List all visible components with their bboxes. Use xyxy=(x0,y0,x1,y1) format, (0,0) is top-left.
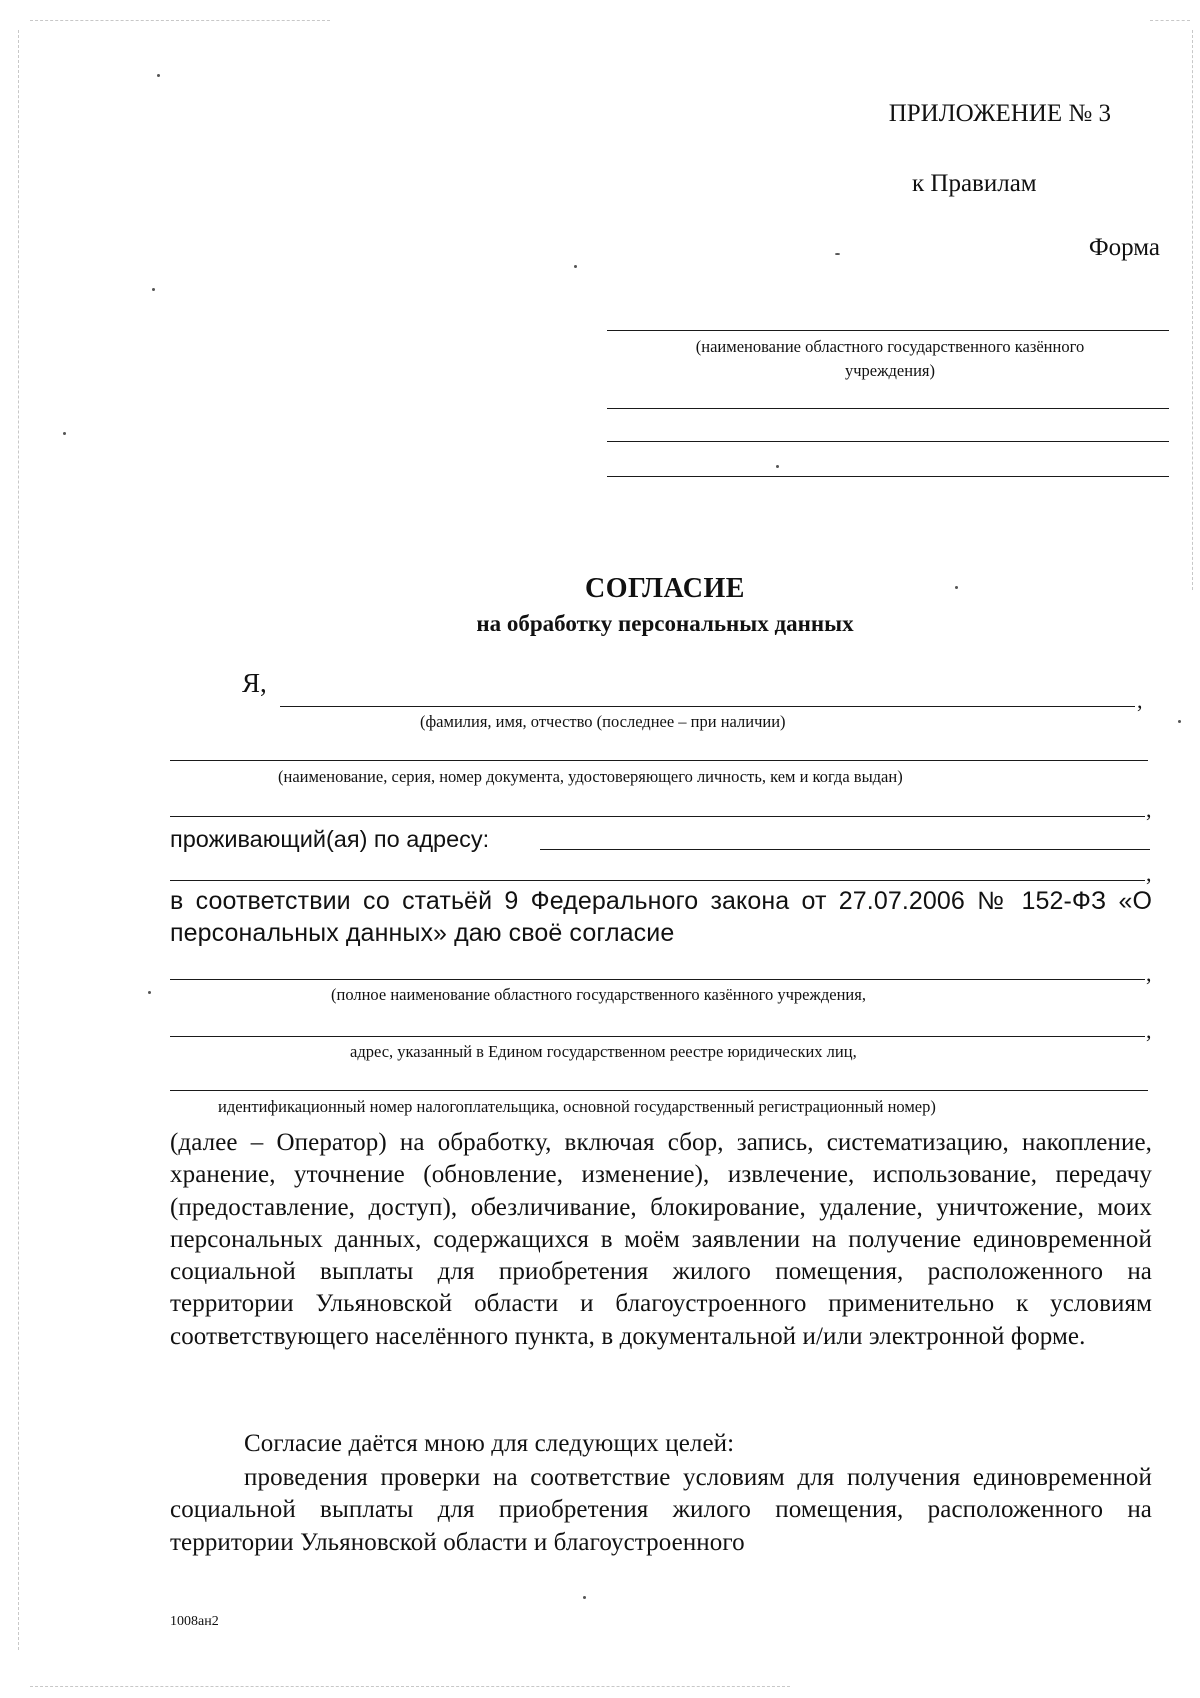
operator-line-2[interactable] xyxy=(170,1036,1145,1037)
document-subtitle: на обработку персональных данных xyxy=(476,611,854,636)
form-label: Форма xyxy=(1088,234,1160,261)
fio-line[interactable] xyxy=(280,706,1135,707)
purpose-paragraph: проведения проверки на соответствие условиям для получения единовременной социальной выплаты для приобретения жилого помещения, расположенного на территории Ульяновской области и благоустроенного xyxy=(170,1464,1152,1556)
law-text: в соответствии со статьёй 9 Федерального закона от 27.07.2006 № 152-ФЗ «О персональных данных» даю своё согласие xyxy=(170,887,1152,947)
operator-caption-1: (полное наименование областного государственного казённого учреждения, xyxy=(331,985,866,1004)
appendix-number: ПРИЛОЖЕНИЕ № 3 xyxy=(888,100,1111,127)
scan-edge xyxy=(1150,20,1190,21)
comma: , xyxy=(1137,688,1143,713)
address-line[interactable] xyxy=(540,849,1150,850)
document-line-2[interactable] xyxy=(170,816,1145,817)
addressee-line[interactable] xyxy=(607,408,1169,409)
consent-paragraph: (далее – Оператор) на обработку, включая сбор, запись, систематизацию, накопление, хранение, уточнение (обновление, изменение), извлечение, использование, передачу (предоставление, доступ), обезличивание, блокирование, удаление, уничтожение, моих персональных данных, содержащихся в моём заявлении на получение единовременной социальной выплаты для приобретения жилого помещения, расположенного на территории Ульяновской области и благоустроенного применительно к условиям соответствующего населённого пункта, в документальной и/или электронной форме. xyxy=(170,1129,1152,1350)
comma: , xyxy=(1146,797,1152,822)
document-line[interactable] xyxy=(170,760,1148,761)
operator-caption-2: адрес, указанный в Едином государственном реестре юридических лиц, xyxy=(350,1042,857,1061)
operator-caption-3: идентификационный номер налогоплательщика, основной государственный регистрационный номер) xyxy=(218,1097,936,1116)
scan-edge xyxy=(30,20,330,21)
purpose-intro: Согласие даётся мною для следующих целей: xyxy=(244,1430,735,1457)
document-caption: (наименование, серия, номер документа, удостоверяющего личность, кем и когда выдан) xyxy=(278,767,903,786)
addressee-caption: (наименование областного государственного казённого учреждения) xyxy=(695,337,1085,380)
addressee-line[interactable] xyxy=(607,330,1169,331)
ya-label: Я, xyxy=(242,668,267,698)
scan-edge xyxy=(1192,30,1193,590)
comma: , xyxy=(1146,1018,1152,1043)
scan-edge xyxy=(30,1686,790,1687)
address-label: проживающий(ая) по адресу: xyxy=(170,826,490,852)
fio-caption: (фамилия, имя, отчество (последнее – при наличии) xyxy=(420,712,786,731)
address-line-2[interactable] xyxy=(170,880,1145,881)
operator-line[interactable] xyxy=(170,979,1145,980)
addressee-line[interactable] xyxy=(607,441,1169,442)
document-title: СОГЛАСИЕ xyxy=(585,573,745,604)
comma: , xyxy=(1146,961,1152,986)
operator-line-3[interactable] xyxy=(170,1090,1148,1091)
form-code: 1008ан2 xyxy=(170,1614,219,1629)
to-rules-label: к Правилам xyxy=(912,170,1037,197)
addressee-line[interactable] xyxy=(607,476,1169,477)
scan-edge xyxy=(18,30,19,1650)
comma: , xyxy=(1146,861,1152,886)
